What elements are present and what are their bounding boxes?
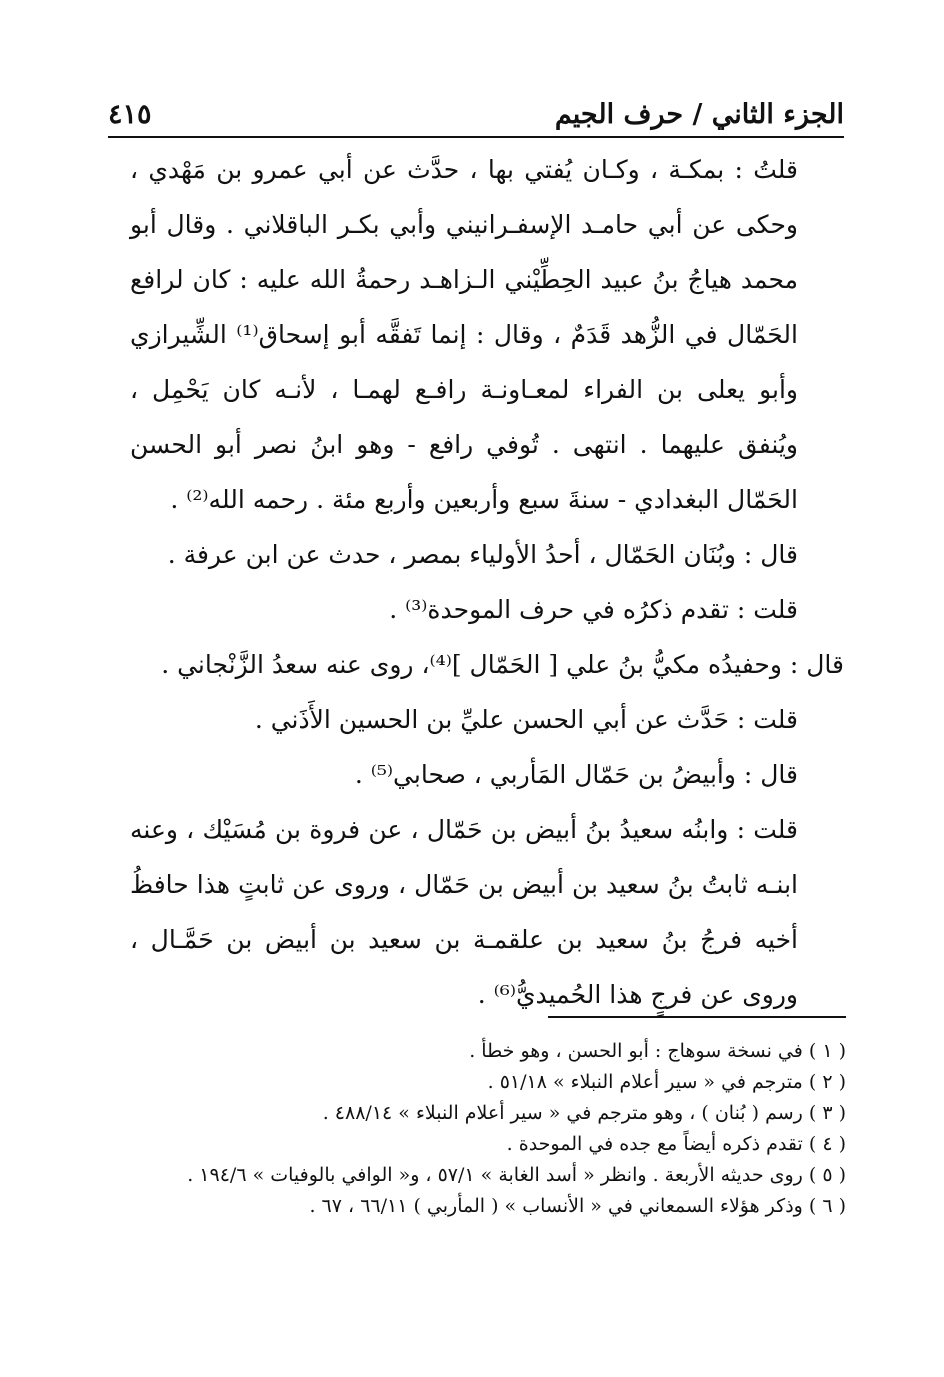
page-number: ٤١٥ xyxy=(108,99,152,130)
running-head: الجزء الثاني / حرف الجيم xyxy=(554,99,844,130)
paragraph-3: قلت : تقدم ذكرُه في حرف الموحدة⁽³⁾ . xyxy=(389,595,798,624)
footnote-1: ( ١ ) في نسخة سوهاج : أبو الحسن ، وهو خطأ . xyxy=(469,1040,846,1062)
paragraph-1: قلتُ : بمكـة ، وكـان يُفتي بها ، حدَّث عن أبي عمرو بن مَهْدي ، وحكى عن أبي حامـد الإسفـرانيني وأبي بكـر الباقلاني . وقال أبو محمد هياجُ بنُ عبيد الحِطِّيْني الـزاهـد رحمةُ الله عليه : كان لرافع الحَمّال في الزُّهد قَدَمٌ ، وقال : إنما تَفقَّه أبو إسحاق⁽¹⁾ الشِّيرازي وأبو يعلى بن الفراء لمعـاونـة رافـع لهمـا ، لأنـه كان يَحْمِل ، ويُنفق عليهما . انتهى . تُوفي رافع - وهو ابنُ نصر أبو الحسن الحَمّال البغدادي - سنةَ سبع وأربعين وأربع مئة . رحمه الله⁽²⁾ . xyxy=(130,155,798,514)
page-header xyxy=(108,86,844,138)
footnote-2: ( ٢ ) مترجم في « سير أعلام النبلاء » ٥١/١٨ . xyxy=(487,1071,846,1093)
paragraph-7: قلت : وابنُه سعيدُ بنُ أبيض بن حَمّال ، عن فروة بن مُسَيْك ، وعنه ابنـه ثابتُ بنُ سعيد بن أبيض بن حَمّال ، وروى عن ثابتٍ هذا حافظُ أخيه فرجُ بنُ سعيد بن علقمـة بن سعيد بن أبيض بن حَمَّـال ، وروى عن فرجٍ هذا الحُميديُّ⁽⁶⁾ . xyxy=(130,815,798,1009)
footnote-4: ( ٤ ) تقدم ذكره أيضاً مع جده في الموحدة . xyxy=(506,1133,846,1155)
paragraph-2: قال : وبُنَان الحَمّال ، أحدُ الأولياء بمصر ، حدث عن ابن عرفة . xyxy=(167,540,798,569)
paragraph-5: قلت : حَدَّث عن أبي الحسن عليِّ بن الحسين الأَذَني . xyxy=(254,705,798,734)
footnote-3: ( ٣ ) رسم ( بُنان ) ، وهو مترجم في « سير أعلام النبلاء » ٤٨٨/١٤ . xyxy=(322,1102,846,1124)
footnote-6: ( ٦ ) وذكر هؤلاء السمعاني في « الأنساب » ( المأربي ) ٦٦/١١ ، ٦٧ . xyxy=(309,1195,846,1217)
main-text xyxy=(130,142,844,1022)
paragraph-4: قال : وحفيدُه مكيُّ بنُ علي [ الحَمّال ]⁽⁴⁾، روى عنه سعدُ الزَّنْجاني . xyxy=(161,650,844,679)
footnote-divider xyxy=(548,1016,846,1018)
footnotes xyxy=(136,1036,846,1222)
paragraph-6: قال : وأبيضُ بن حَمّال المَأربي ، صحابي⁽⁵⁾ . xyxy=(354,760,798,789)
footnote-5: ( ٥ ) روى حديثه الأربعة . وانظر « أسد الغابة » ٥٧/١ ، و« الوافي بالوفيات » ١٩٤/٦ . xyxy=(187,1164,846,1186)
